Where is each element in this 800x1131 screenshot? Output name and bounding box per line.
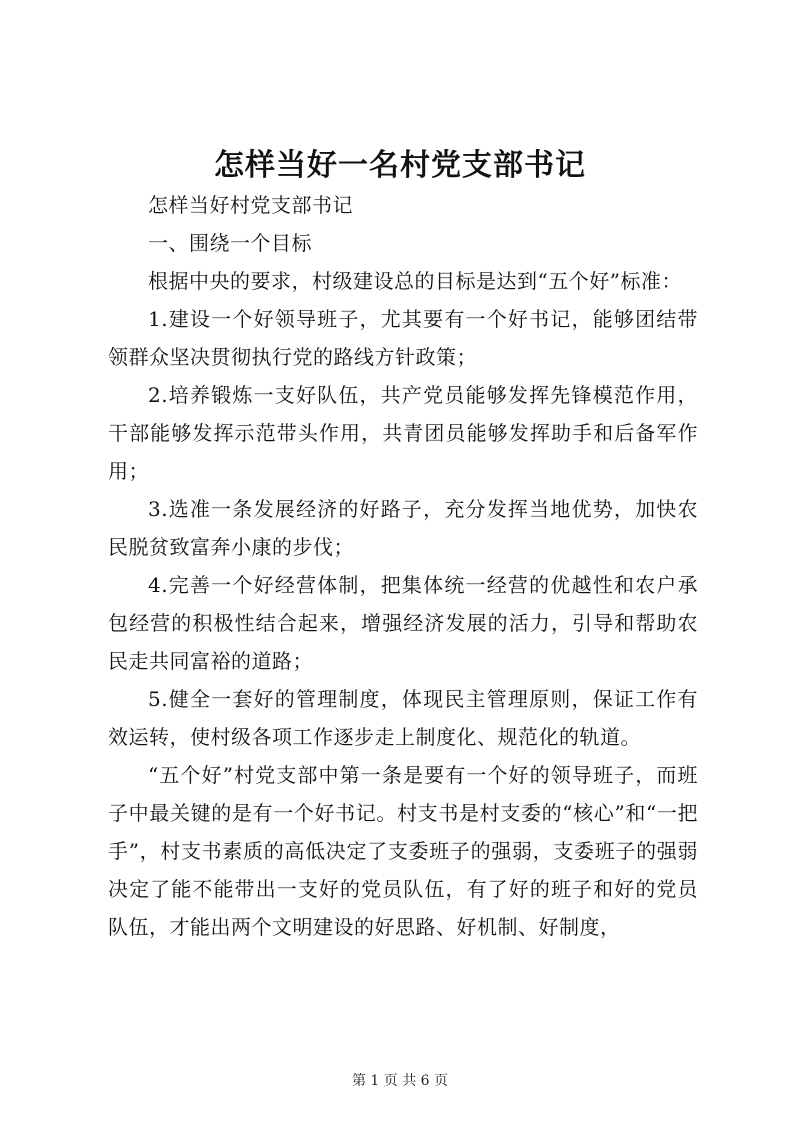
paragraph-item-4: 4.完善一个好经营体制，把集体统一经营的优越性和农户承包经营的积极性结合起来，增强经济发展的活力，引导和帮助农民走共同富裕的道路；	[108, 573, 698, 673]
paragraph-item-2: 2.培养锻炼一支好队伍，共产党员能够发挥先锋模范作用，干部能够发挥示范带头作用，共青团员能够发挥助手和后备军作用；	[108, 383, 698, 483]
paragraph-section-heading: 一、围绕一个目标	[148, 231, 312, 255]
paragraph-subtitle: 怎样当好村党支部书记	[148, 193, 353, 217]
document-title: 怎样当好一名村党支部书记	[214, 148, 586, 183]
paragraph-item-1: 1.建设一个好领导班子，尤其要有一个好书记，能够团结带领群众坚决贯彻执行党的路线方针政策；	[108, 307, 698, 369]
paragraph-intro: 根据中央的要求，村级建设总的目标是达到“五个好”标准：	[148, 269, 682, 293]
paragraph-item-5: 5.健全一套好的管理制度，体现民主管理原则，保证工作有效运转，使村级各项工作逐步走上制度化、规范化的轨道。	[108, 687, 698, 749]
paragraph-item-3: 3.选准一条发展经济的好路子，充分发挥当地优势，加快农民脱贫致富奔小康的步伐；	[108, 497, 698, 559]
paragraph-summary: “五个好”村党支部中第一条是要有一个好的领导班子，而班子中最关键的是有一个好书记。村支书是村支委的“核心”和“一把手”，村支书素质的高低决定了支委班子的强弱，支委班子的强弱决定了能不能带出一支好的党员队伍，有了好的班子和好的党员队伍，才能出两个文明建设的好思路、好机制、好制度，	[108, 763, 698, 939]
page-number-footer: 第 1 页 共 6 页	[351, 1073, 449, 1089]
document-body	[108, 186, 698, 946]
